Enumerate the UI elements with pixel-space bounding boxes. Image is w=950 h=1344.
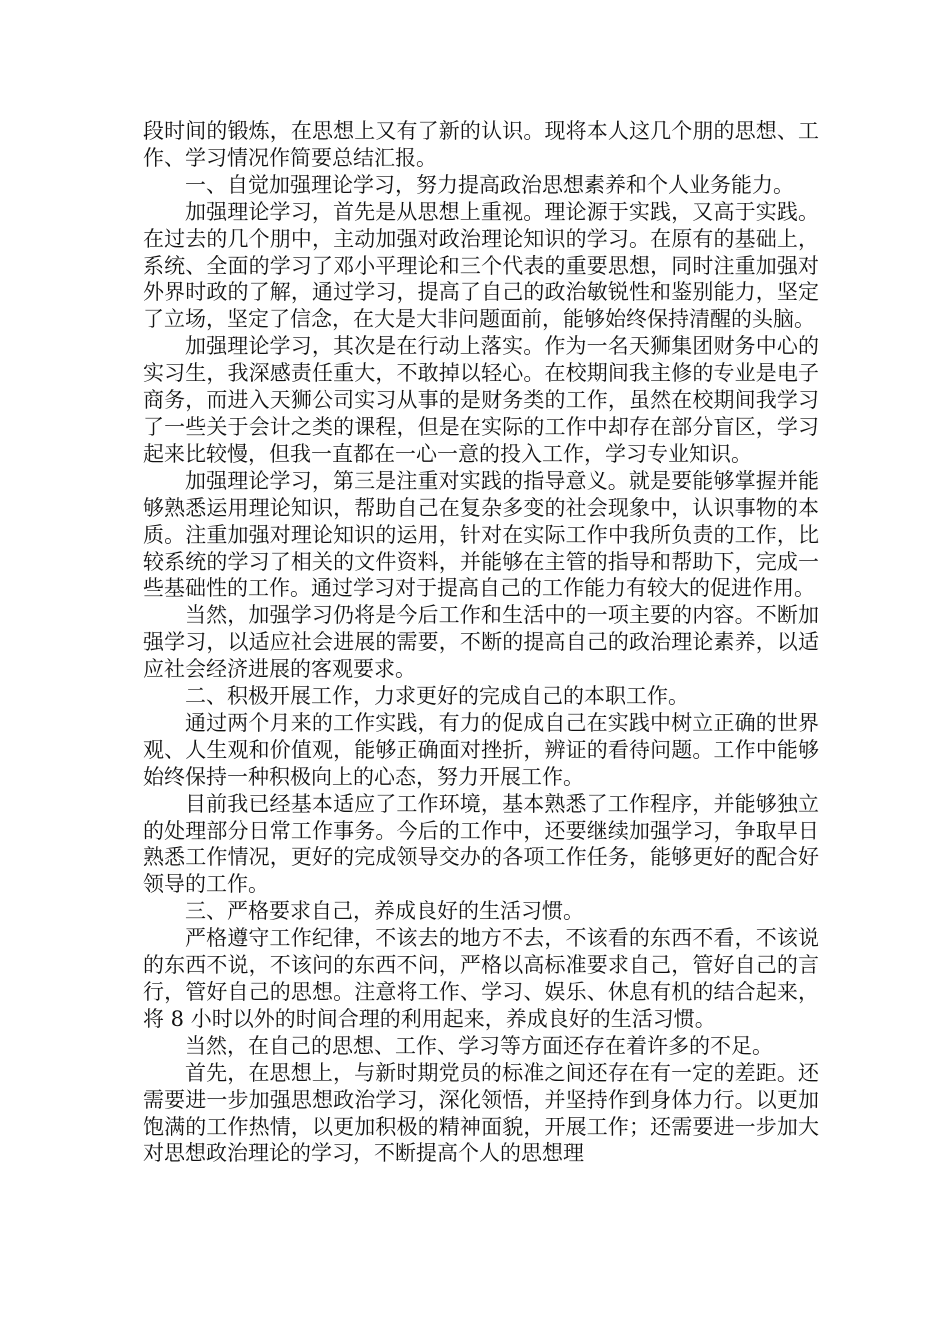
paragraph: 当然，加强学习仍将是今后工作和生活中的一项主要的内容。不断加强学习，以适应社会进展的需要，不断的提高自己的政治理论素养，以适应社会经济进展的客观要求。: [143, 603, 819, 682]
document-body: [143, 118, 819, 1167]
paragraph: 段时间的锻炼，在思想上又有了新的认识。现将本人这几个朋的思想、工作、学习情况作简要总结汇报。: [143, 119, 819, 170]
paragraph: 严格遵守工作纪律，不该去的地方不去，不该看的东西不看，不该说的东西不说，不该问的东西不问，严格以高标准要求自己，管好自己的言行，管好自己的思想。注意将工作、学习、娱乐、休息有机的结合起来，将 8 小时以外的时间合理的利用起来，养成良好的生活习惯。: [143, 926, 819, 1031]
paragraph: 通过两个月来的工作实践，有力的促成自己在实践中树立正确的世界观、人生观和价值观，能够正确面对挫折，辨证的看待问题。工作中能够始终保持一种积极向上的心态，努力开展工作。: [143, 710, 819, 789]
section-heading-3: 三、严格要求自己，养成良好的生活习惯。: [185, 899, 584, 924]
paragraph: 首先，在思想上，与新时期党员的标准之间还存在有一定的差距。还需要进一步加强思想政治学习，深化领悟，并坚持作到身体力行。以更加饱满的工作热情，以更加积极的精神面貌，开展工作；还需要进一步加大对思想政治理论的学习，不断提高个人的思想理: [143, 1060, 819, 1166]
section-heading-2: 二、积极开展工作，力求更好的完成自己的本职工作。: [185, 684, 689, 709]
section-heading-1: 一、自觉加强理论学习，努力提高政治思想素养和个人业务能力。: [185, 172, 794, 197]
paragraph: 加强理论学习，第三是注重对实践的指导意义。就是要能够掌握并能够熟悉运用理论知识，帮助自己在复杂多变的社会现象中，认识事物的本质。注重加强对理论知识的运用，针对在实际工作中我所负责的工作，比较系统的学习了相关的文件资料，并能够在主管的指导和帮助下，完成一些基础性的工作。通过学习对于提高自己的工作能力有较大的促进作用。: [143, 468, 819, 601]
paragraph: 加强理论学习，其次是在行动上落实。作为一名天狮集团财务中心的实习生，我深感责任重大，不敢掉以轻心。在校期间我主修的专业是电子商务，而进入天狮公司实习从事的是财务类的工作，虽然在校期间我学习了一些关于会计之类的课程，但是在实际的工作中却存在部分盲区，学习起来比较慢，但我一直都在一心一意的投入工作，学习专业知识。: [143, 334, 819, 466]
paragraph: 当然，在自己的思想、工作、学习等方面还存在着许多的不足。: [185, 1033, 773, 1058]
paragraph: 加强理论学习，首先是从思想上重视。理论源于实践，又高于实践。在过去的几个朋中，主动加强对政治理论知识的学习。在原有的基础上，系统、全面的学习了邓小平理论和三个代表的重要思想，同时注重加强对外界时政的了解，通过学习，提高了自己的政治敏锐性和鉴别能力，坚定了立场，坚定了信念，在大是大非问题面前，能够始终保持清醒的头脑。: [143, 199, 819, 332]
paragraph: 目前我已经基本适应了工作环境，基本熟悉了工作程序，并能够独立的处理部分日常工作事务。今后的工作中，还要继续加强学习，争取早日熟悉工作情况，更好的完成领导交办的各项工作任务，能够更好的配合好领导的工作。: [143, 791, 819, 897]
